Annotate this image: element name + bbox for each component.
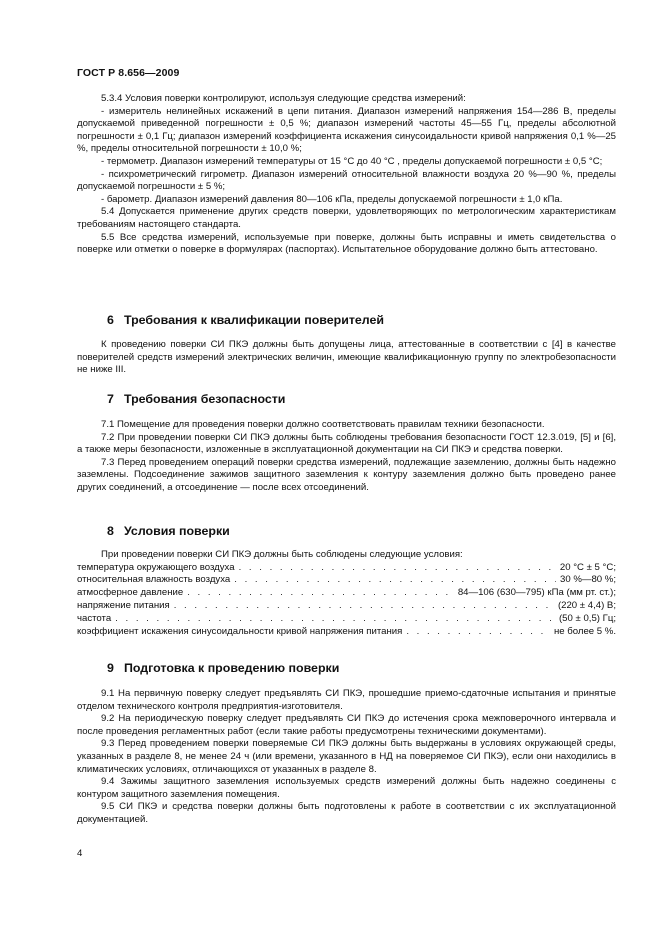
paragraph-5-5: 5.5 Все средства измерений, используемые при поверке, должны быть исправны и иметь свидетельства о поверке или отметки о поверке в формулярах (паспортах). Испытательное оборудование должно быть аттестовано. — [77, 231, 616, 256]
section-7-title: Требования безопасности — [124, 392, 286, 406]
section-9-body — [77, 688, 616, 827]
page-number: 4 — [77, 848, 83, 859]
section-8-number: 8 — [107, 524, 114, 538]
section-7-body — [77, 419, 616, 495]
paragraph-9-4: 9.4 Зажимы защитного заземления используемых средств измерений должны быть надежно соединены с контуром защитного заземления помещения. — [77, 776, 616, 800]
leader-dots — [187, 587, 454, 600]
section-6-heading — [107, 313, 384, 327]
section-8-heading — [107, 524, 230, 538]
leader-dots — [234, 574, 556, 587]
list-item-thermometer: - термометр. Диапазон измерений температуры от 15 °С до 40 °С , пределы допускаемой погрешности ± 0,5 °С; — [101, 155, 603, 167]
condition-row-frequency — [77, 613, 616, 626]
condition-value: 84—106 (630—795) кПа (мм рт. ст.); — [457, 587, 616, 599]
section-6-body — [77, 339, 616, 377]
condition-row-distortion — [77, 626, 616, 639]
condition-label: температура окружающего воздуха — [77, 561, 235, 573]
paragraph-9-1: 9.1 На первичную поверку следует предъявлять СИ ПКЭ, прошедшие приемо-сдаточные испытания и принятые отделом технического контроля предприятия-изготовителя. — [77, 688, 616, 712]
conditions-intro: При проведении поверки СИ ПКЭ должны быть соблюдены следующие условия: — [101, 549, 463, 560]
section-8-title: Условия поверки — [124, 524, 230, 538]
list-item-hygrometer: - психрометрический гигрометр. Диапазон измерений относительной влажности воздуха 20 %—90 %, пределы допускаемой погрешности ± 5 %; — [77, 168, 616, 193]
paragraph-6: К проведению поверки СИ ПКЭ должны быть допущены лица, аттестованные в соответствии с [4] в качестве поверителей средств измерений электрических величин, имеющие квалификационную группу по электробезопасности не ниже III. — [77, 339, 616, 376]
paragraph-5-3-4: 5.3.4 Условия поверки контролируют, используя следующие средства измерений: — [101, 93, 466, 104]
condition-value: (220 ± 4,4) В; — [557, 599, 616, 611]
condition-row-temperature — [77, 562, 616, 575]
list-item-nonlinear-distortion-meter: - измеритель нелинейных искажений в цепи питания. Диапазон измерений напряжения 154—286 В, пределы допускаемой приведенной погрешности ± 0,5 %; диапазон измерений частоты 45—55 Гц, пределы абсолютной погрешности ± 0,1 Гц; диапазон измерений коэффициента искажения синусоидальности кривой напряжения 0,1 %—25 %, пределы относительной погрешности ± 10,0 %; — [77, 105, 616, 155]
section-6-title: Требования к квалификации поверителей — [124, 313, 385, 327]
condition-value: (50 ± 0,5) Гц; — [558, 612, 616, 624]
condition-label: относительная влажность воздуха — [77, 574, 231, 586]
section-9-heading — [107, 661, 339, 675]
condition-label: напряжение питания — [77, 599, 170, 611]
section-6-number: 6 — [107, 313, 114, 327]
section-7-heading — [107, 392, 285, 406]
paragraph-7-1: 7.1 Помещение для проведения поверки должно соответствовать правилам техники безопасности. — [101, 419, 545, 430]
condition-row-voltage — [77, 600, 616, 613]
paragraph-9-3: 9.3 Перед проведением поверки поверяемые СИ ПКЭ должны быть выдержаны в условиях окружающей среды, указанных в разделе 8, не менее 24 ч (или времени, указанного в НД на поверяемое СИ ПКЭ), если они находились в климатических условиях, отличающихся от указанных в разделе 8. — [77, 738, 616, 775]
condition-value: не более 5 %. — [553, 625, 616, 637]
section-9-title: Подготовка к проведению поверки — [124, 661, 340, 675]
leader-dots — [115, 613, 555, 626]
paragraph-7-2: 7.2 При проведении поверки СИ ПКЭ должны быть соблюдены требования безопасности ГОСТ 12.3.019, [5] и [6], а также меры безопасности, изложенные в эксплуатационной документации на СИ ПКЭ и средства поверки. — [77, 431, 616, 456]
list-item-barometer: - барометр. Диапазон измерений давления 80—106 кПа, пределы допускаемой погрешности ± 1,0 кПа. — [101, 193, 563, 205]
section-5-continuation — [77, 93, 616, 257]
condition-value: 20 °С ± 5 °С; — [559, 561, 616, 573]
paragraph-5-4: 5.4 Допускается применение других средств поверки, удовлетворяющих по метрологическим характеристикам требованиям настоящего стандарта. — [77, 206, 616, 230]
paragraph-9-2: 9.2 На периодическую поверку следует предъявлять СИ ПКЭ до истечения срока межповерочного интервала и после проведения регламентных работ (если такие работы предусмотрены техническими документами). — [77, 713, 616, 737]
paragraph-7-3: 7.3 Перед проведением операций поверки средства измерений, подлежащие заземлению, должны быть надежно заземлены. Подсоединение зажимов защитного заземления к контуру заземления должно быть проведено ранее других соединений, а отсоединение — после всех отсоединений. — [77, 456, 616, 493]
document-header: ГОСТ Р 8.656—2009 — [77, 67, 180, 79]
section-7-number: 7 — [107, 392, 114, 406]
section-9-number: 9 — [107, 661, 114, 675]
paragraph-9-5: 9.5 СИ ПКЭ и средства поверки должны быть подготовлены к работе в соответствии с их эксплуатационной документацией. — [77, 801, 616, 825]
condition-label: коэффициент искажения синусоидальности кривой напряжения питания — [77, 625, 403, 637]
condition-row-humidity — [77, 574, 616, 587]
leader-dots — [239, 562, 556, 575]
condition-label: частота — [77, 612, 112, 624]
condition-row-pressure — [77, 587, 616, 600]
condition-value: 30 %—80 %; — [560, 574, 616, 586]
conditions-list — [77, 549, 616, 638]
condition-label: атмосферное давление — [77, 587, 184, 599]
leader-dots — [406, 626, 550, 639]
leader-dots — [174, 600, 554, 613]
